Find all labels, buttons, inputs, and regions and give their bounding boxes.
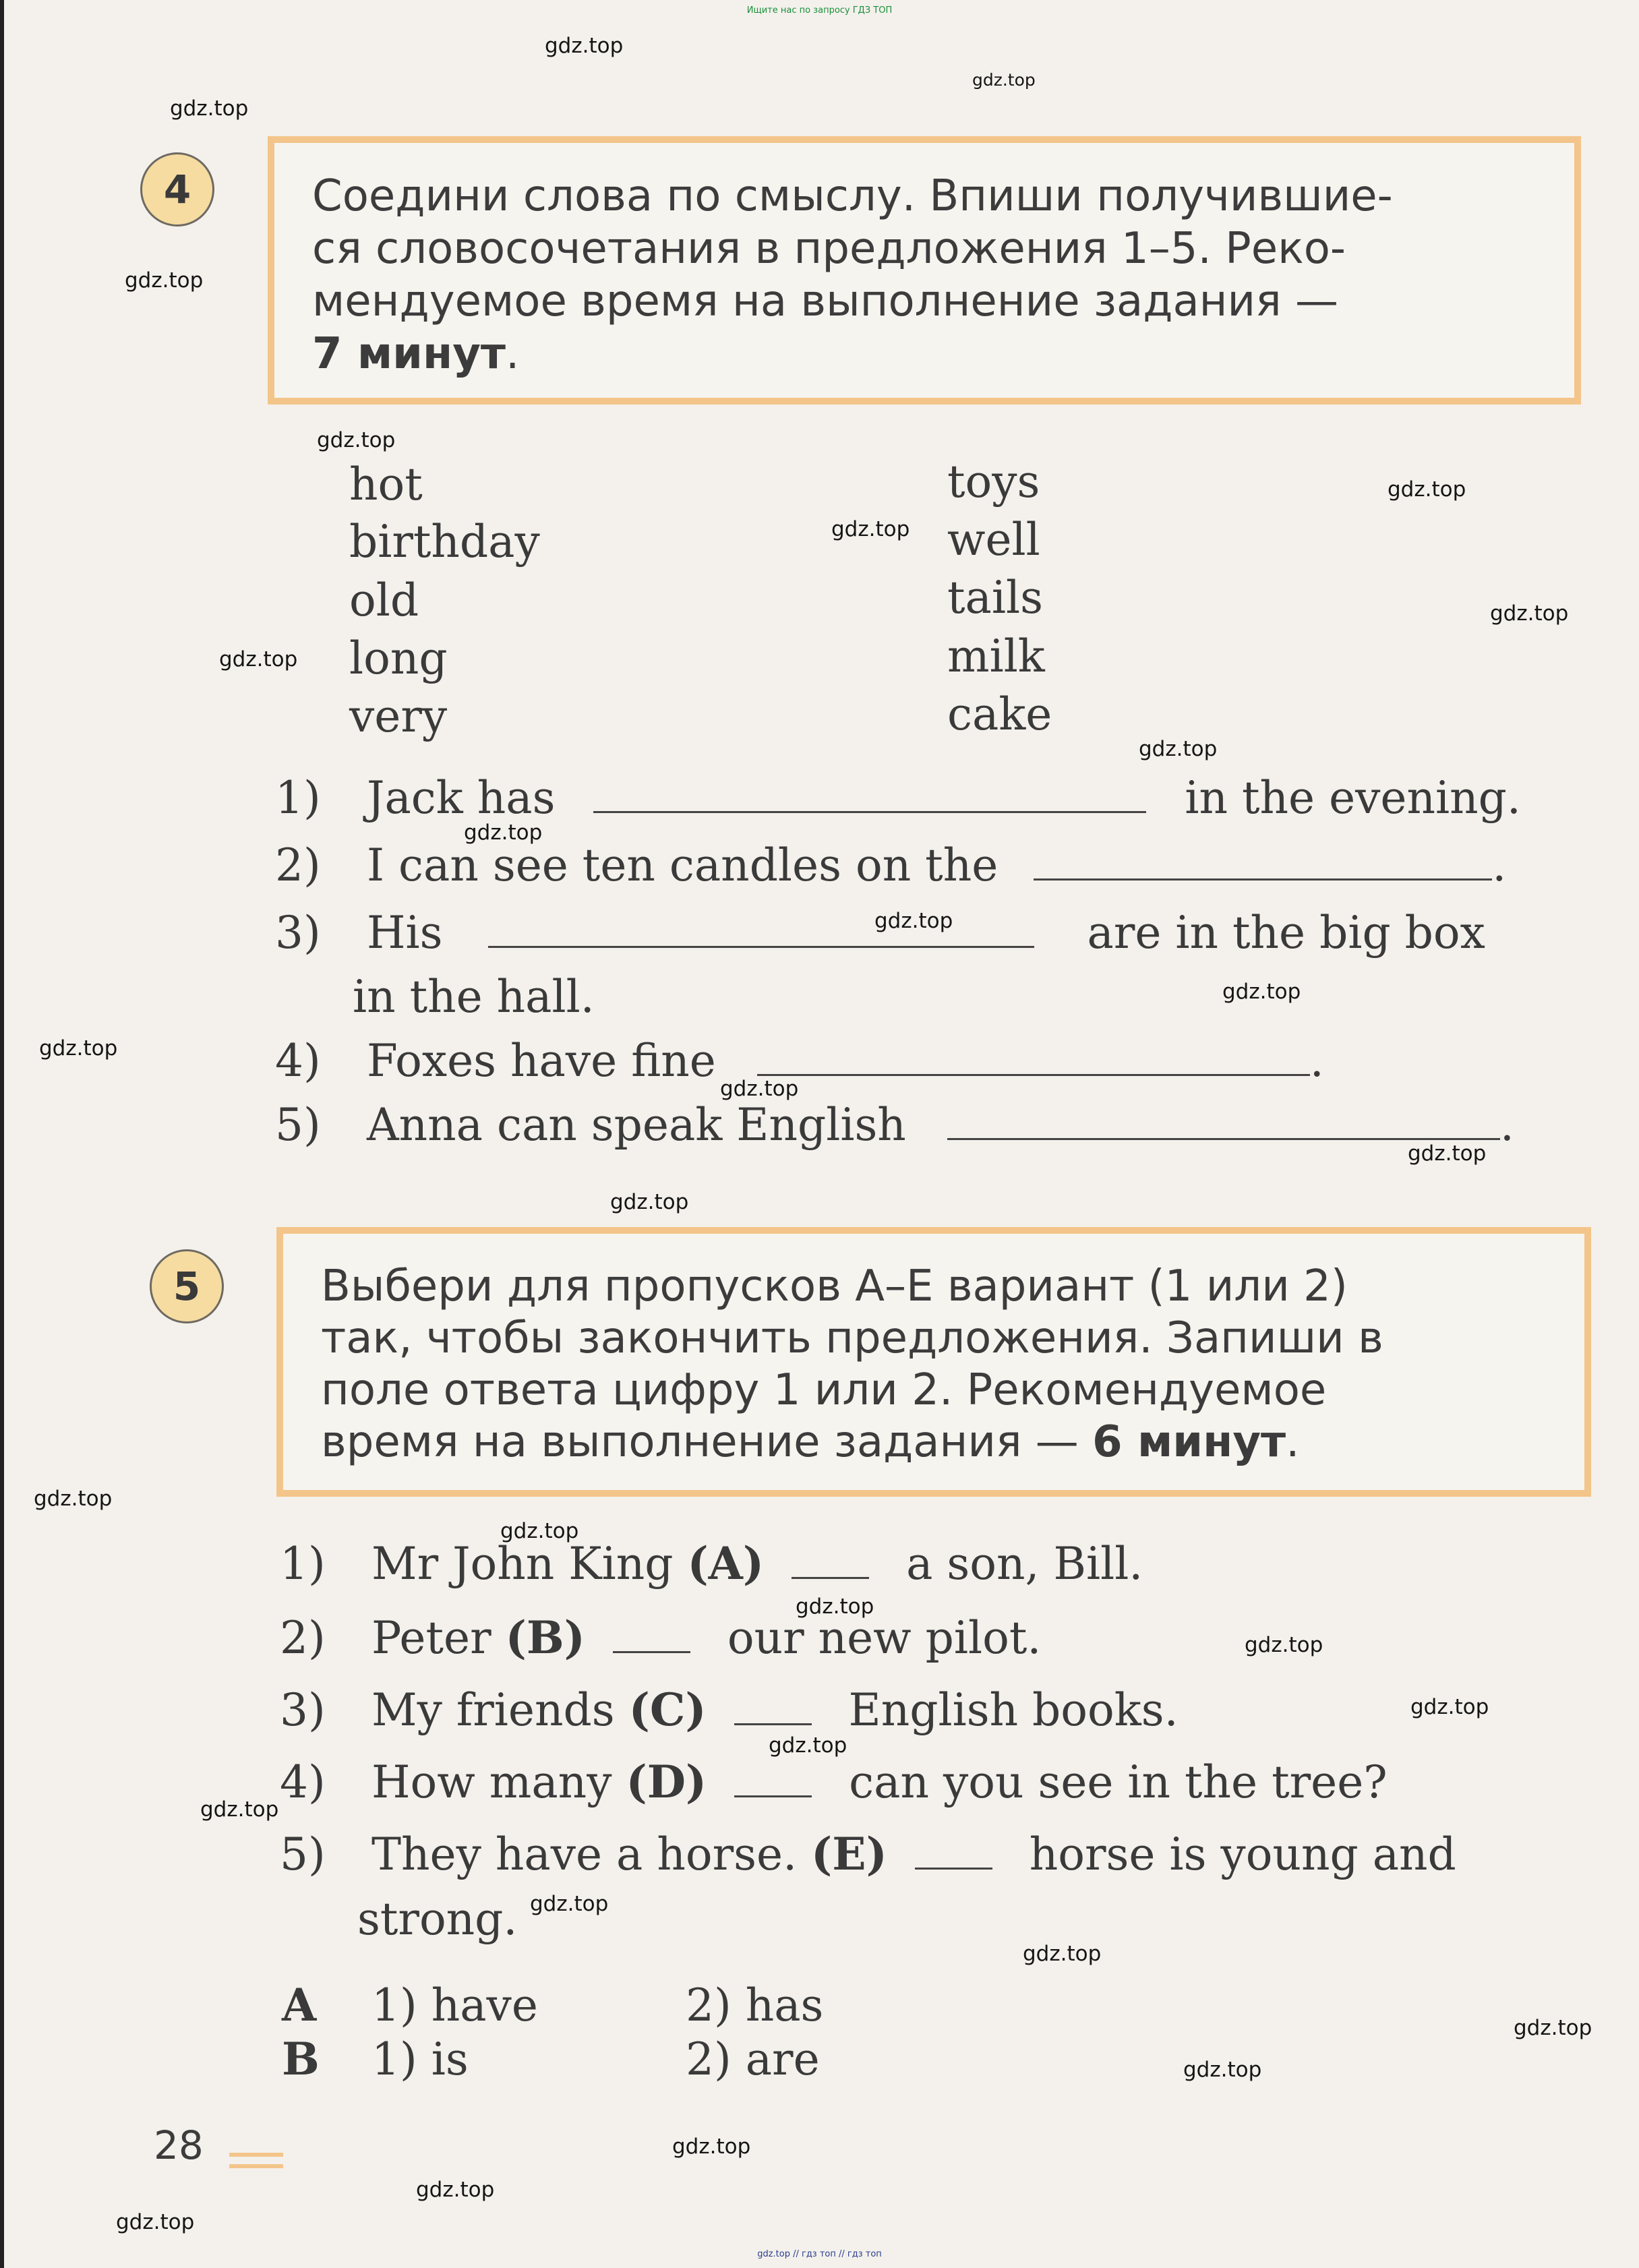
watermark: gdz.top	[1222, 980, 1301, 1004]
task-5-sentence-1	[280, 1537, 1143, 1590]
option-2: 2) are	[685, 2033, 820, 2085]
watermark: gdz.top	[125, 268, 204, 293]
sentence-text: English books.	[848, 1684, 1179, 1736]
watermark: gdz.top	[831, 517, 910, 541]
instruction-line: поле ответа цифру 1 или 2. Рекомендуемое	[321, 1365, 1327, 1415]
answer-blank[interactable]	[947, 1125, 1500, 1140]
right-word: cake	[947, 688, 1052, 740]
option-row-b	[282, 2033, 820, 2085]
answer-blank[interactable]	[734, 1710, 812, 1725]
sentence-number: 4)	[275, 1035, 321, 1087]
task-4-sentence-3	[275, 907, 1590, 959]
sentence-text: horse is young and	[1029, 1828, 1456, 1880]
task-4-instruction-box	[268, 136, 1581, 405]
answer-blank[interactable]	[915, 1854, 992, 1870]
top-note: Ищите нас по запросу ГДЗ ТОП	[746, 5, 893, 16]
sentence-number: 1)	[280, 1538, 326, 1590]
watermark: gdz.top	[116, 2210, 195, 2234]
watermark: gdz.top	[1245, 1633, 1323, 1657]
answer-blank[interactable]	[1034, 865, 1492, 881]
sentence-number: 4)	[280, 1756, 326, 1808]
task-5-instruction-box	[276, 1227, 1591, 1497]
sentence-text: My friends	[371, 1684, 615, 1736]
sentence-number: 2)	[275, 839, 321, 891]
page-number: 28	[154, 2122, 204, 2168]
gap-letter: (B)	[505, 1611, 585, 1664]
left-word: long	[349, 632, 448, 684]
watermark: gdz.top	[1139, 737, 1218, 761]
watermark: gdz.top	[317, 428, 396, 452]
page-number-decoration	[229, 2164, 283, 2168]
task-4-number-badge: 4	[140, 152, 214, 227]
sentence-text: How many	[371, 1756, 612, 1808]
sentence-text: Anna can speak English	[366, 1099, 906, 1151]
instruction-line: Выбери для пропусков А–Е вариант (1 или 2)	[321, 1261, 1348, 1311]
answer-blank[interactable]	[488, 932, 1034, 948]
task-4-sentence-5	[275, 1099, 1590, 1151]
sentence-number: 5)	[275, 1099, 321, 1151]
instruction-line: время на выполнение задания — 6 минут .	[321, 1417, 1300, 1467]
gap-letter: (D)	[626, 1756, 707, 1808]
watermark: gdz.top	[1514, 2016, 1592, 2040]
left-word: old	[349, 574, 419, 626]
watermark: gdz.top	[1183, 2058, 1262, 2082]
task-5-sentence-5-cont: strong.	[357, 1893, 518, 1945]
option-letter: A	[282, 1979, 317, 2031]
instruction-line: 7 минут .	[312, 329, 520, 379]
watermark: gdz.top	[464, 820, 543, 845]
sentence-text: .	[1309, 1035, 1324, 1087]
answer-blank[interactable]	[734, 1782, 812, 1797]
instruction-line: так, чтобы закончить предложения. Запиши в	[321, 1313, 1383, 1363]
option-letter: B	[282, 2033, 320, 2085]
watermark: gdz.top	[672, 2135, 751, 2159]
sentence-number: 3)	[280, 1684, 326, 1736]
sentence-number: 1)	[275, 772, 321, 824]
sentence-text: They have a horse.	[371, 1828, 798, 1880]
watermark: gdz.top	[720, 1077, 799, 1101]
watermark: gdz.top	[416, 2178, 495, 2202]
gap-letter: (A)	[687, 1537, 765, 1590]
sentence-text: Jack has	[366, 772, 556, 824]
answer-blank[interactable]	[593, 798, 1146, 813]
watermark: gdz.top	[545, 34, 624, 58]
task-4-sentence-4	[275, 1035, 1590, 1087]
sentence-text: in the evening.	[1185, 772, 1521, 824]
watermark: gdz.top	[1410, 1695, 1489, 1719]
sentence-number: 5)	[280, 1828, 326, 1880]
right-word: tails	[947, 572, 1043, 624]
watermark: gdz.top	[500, 1519, 579, 1543]
option-2: 2) has	[685, 1979, 824, 2031]
watermark: gdz.top	[1490, 601, 1569, 626]
option-1: 1) have	[371, 1979, 538, 2031]
watermark: gdz.top	[34, 1487, 113, 1511]
right-word: milk	[947, 630, 1045, 682]
watermark: gdz.top	[610, 1190, 689, 1214]
sentence-number: 2)	[280, 1612, 326, 1664]
sentence-text: Peter	[371, 1612, 491, 1664]
watermark: gdz.top	[796, 1594, 874, 1619]
page-number-decoration	[229, 2153, 283, 2157]
left-word: birthday	[349, 516, 540, 568]
task-4-sentence-3-cont: in the hall.	[353, 971, 595, 1023]
sentence-text: our new pilot.	[727, 1612, 1042, 1664]
watermark: gdz.top	[1023, 1942, 1102, 1966]
task-4-sentence-1	[275, 772, 1563, 824]
sentence-text: I can see ten candles on the	[366, 839, 999, 891]
watermark: gdz.top	[1388, 477, 1466, 502]
sentence-text: are in the big box	[1087, 907, 1485, 959]
gap-letter: (C)	[628, 1683, 707, 1736]
sentence-text: a son, Bill.	[906, 1538, 1143, 1590]
right-word: toys	[947, 456, 1040, 508]
watermark: gdz.top	[530, 1892, 609, 1916]
left-word: very	[349, 690, 448, 742]
gap-letter: (E)	[811, 1828, 887, 1880]
bottom-note: gdz.top // гдз топ // гдз топ	[757, 2249, 882, 2259]
task-5-number-badge: 5	[150, 1249, 224, 1323]
option-row-a	[282, 1979, 823, 2031]
instruction-line: ся словосочетания в предложения 1–5. Реко-	[312, 224, 1346, 274]
task-5-sentence-3	[280, 1683, 1179, 1736]
watermark: gdz.top	[972, 70, 1036, 90]
option-1: 1) is	[371, 2033, 469, 2085]
sentence-text: Foxes have fine	[366, 1035, 716, 1087]
task-4-sentence-2	[275, 839, 1590, 891]
instruction-line: Соедини слова по смыслу. Впиши получившие-	[312, 171, 1393, 221]
watermark: gdz.top	[769, 1733, 847, 1758]
sentence-text: .	[1499, 1099, 1514, 1151]
sentence-text: Mr John King	[371, 1538, 674, 1590]
answer-blank[interactable]	[792, 1563, 869, 1579]
instruction-line: мендуемое время на выполнение задания —	[312, 276, 1338, 326]
answer-blank[interactable]	[757, 1061, 1310, 1076]
watermark: gdz.top	[200, 1797, 279, 1822]
sentence-text: .	[1492, 839, 1507, 891]
watermark: gdz.top	[1408, 1141, 1487, 1166]
watermark: gdz.top	[170, 96, 249, 121]
watermark: gdz.top	[874, 909, 953, 933]
right-word: well	[947, 514, 1040, 566]
task-5-sentence-5	[280, 1828, 1456, 1880]
page-edge	[0, 0, 4, 2268]
sentence-text: His	[366, 907, 443, 959]
sentence-text: can you see in the tree?	[849, 1756, 1388, 1808]
watermark: gdz.top	[219, 647, 298, 672]
sentence-number: 3)	[275, 907, 321, 959]
task-5-sentence-2	[280, 1611, 1041, 1664]
left-word: hot	[349, 458, 423, 510]
answer-blank[interactable]	[613, 1638, 690, 1653]
watermark: gdz.top	[39, 1036, 118, 1061]
task-5-sentence-4	[280, 1756, 1388, 1808]
